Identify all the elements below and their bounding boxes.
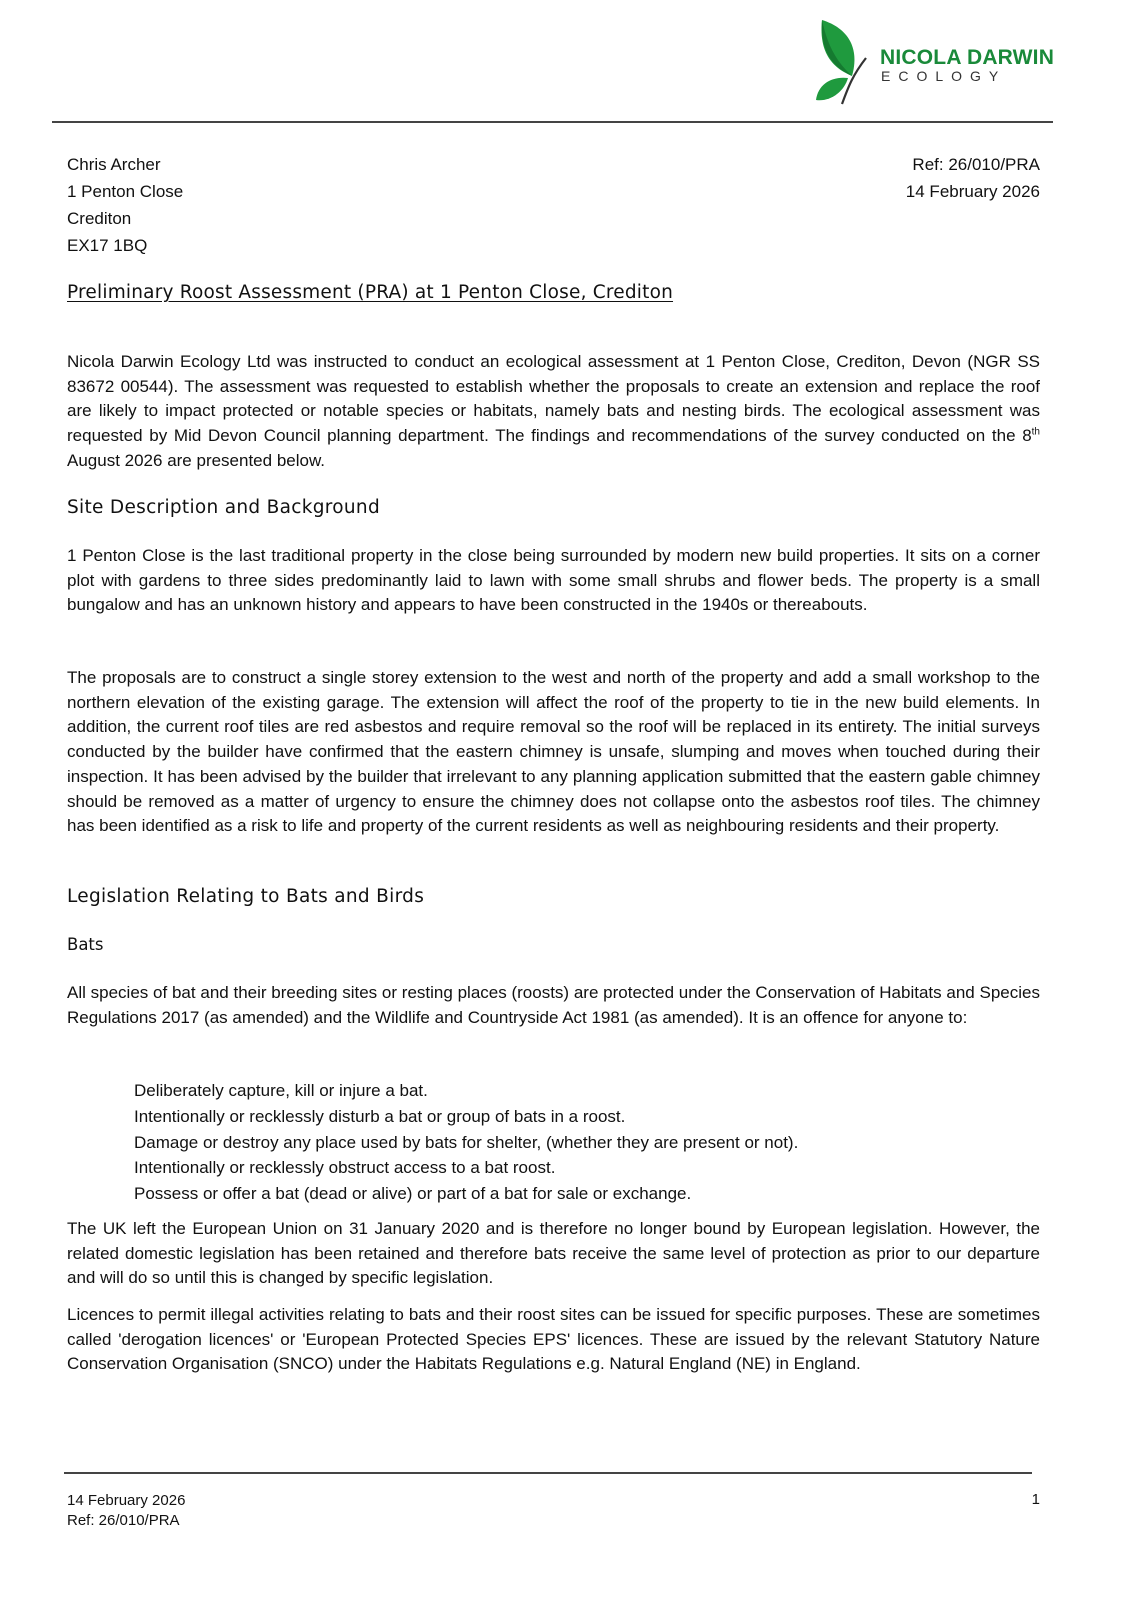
page-number: 1 — [1031, 1491, 1040, 1508]
address-line: Crediton — [67, 209, 132, 228]
reference-block — [906, 151, 1040, 205]
footer-divider — [64, 1472, 1032, 1474]
bats-subheading: Bats — [67, 935, 104, 954]
legislation-heading: Legislation Relating to Bats and Birds — [67, 886, 425, 907]
list-item: Possess or offer a bat (dead or alive) or part of a bat for sale or exchange. — [134, 1184, 692, 1204]
logo-subtitle: ECOLOGY — [881, 68, 1007, 84]
footer-info — [67, 1491, 185, 1531]
offences-list — [134, 1078, 798, 1207]
intro-text: Nicola Darwin Ecology Ltd was instructed to conduct an ecological assessment at 1 Penton Close, Crediton, Devon (NGR SS 83672 00544). The assessment was requested to establish whether the proposals to create an extension and replace the roof are likely to impact protected or notable species or habitats, namely bats and nesting birds. The ecological assessment was requested by Mid Devon Council planning department. The findings and recommendations of the survey conducted on the 8 — [67, 352, 1040, 446]
butterfly-leaf-icon — [808, 18, 878, 108]
list-item: Damage or destroy any place used by bats for shelter, (whether they are present or not). — [134, 1132, 799, 1152]
address-line: Chris Archer — [67, 155, 161, 174]
recipient-address — [67, 151, 183, 259]
bats-paragraph-3: Licences to permit illegal activities relating to bats and their roost sites can be issued for specific purposes. These are sometimes called 'derogation licences' or 'European Protected Species EPS' licences. These are issued by the relevant Statutory Nature Conservation Organisation (SNCO) under the Habitats Regulations e.g. Natural England (NE) in England. — [67, 1305, 1040, 1374]
logo-name: NICOLA DARWIN — [880, 46, 1055, 69]
address-line: EX17 1BQ — [67, 236, 148, 255]
ordinal-suffix: th — [1031, 426, 1040, 438]
reference-number: Ref: 26/010/PRA — [912, 155, 1040, 174]
intro-text-end: August 2026 are presented below. — [67, 450, 326, 470]
bats-paragraph-1: All species of bat and their breeding sites or resting places (roosts) are protected under the Conservation of Habitats and Species Regulations 2017 (as amended) and the Wildlife and Countryside Act 1981 (as amended). It is an offence for anyone to: — [67, 983, 1040, 1027]
list-item: Intentionally or recklessly disturb a bat or group of bats in a roost. — [134, 1106, 626, 1126]
company-logo — [808, 18, 1058, 108]
intro-paragraph — [67, 350, 1040, 474]
site-paragraph-1: 1 Penton Close is the last traditional property in the close being surrounded by modern new build properties. It sits on a corner plot with gardens to three sides predominantly laid to lawn with some small shrubs and flower beds. The property is a small bungalow and has an unknown history and appears to have been constructed in the 1940s or thereabouts. — [67, 546, 1040, 615]
footer-ref: Ref: 26/010/PRA — [67, 1512, 180, 1529]
document-title: Preliminary Roost Assessment (PRA) at 1 Penton Close, Crediton — [67, 282, 674, 303]
address-line: 1 Penton Close — [67, 182, 184, 201]
letter-date: 14 February 2026 — [905, 182, 1040, 201]
bats-paragraph-2: The UK left the European Union on 31 January 2020 and is therefore no longer bound by European legislation. However, the related domestic legislation has been retained and therefore bats receive the same level of protection as prior to our departure and will do so until this is changed by specific legislation. — [67, 1219, 1040, 1288]
site-heading: Site Description and Background — [67, 497, 380, 518]
footer-date: 14 February 2026 — [67, 1492, 186, 1509]
list-item: Deliberately capture, kill or injure a bat. — [134, 1081, 428, 1100]
list-item: Intentionally or recklessly obstruct access to a bat roost. — [134, 1158, 556, 1178]
header-divider — [52, 121, 1053, 123]
site-paragraph-2: The proposals are to construct a single storey extension to the west and north of the property and add a small workshop to the northern elevation of the existing garage. The extension will affect the roof of the property to tie in the new build elements. In addition, the current roof tiles are red asbestos and require removal so the roof will be replaced in its entirety. The initial surveys conducted by the builder have confirmed that the eastern chimney is unsafe, slumping and moves when touched during their inspection. It has been advised by the builder that irrelevant to any planning application submitted that the eastern gable chimney should be removed as a matter of urgency to ensure the chimney does not collapse onto the asbestos roof tiles. The chimney has been identified as a risk to life and property of the current residents as well as neighbouring residents and their property. — [67, 668, 1040, 836]
